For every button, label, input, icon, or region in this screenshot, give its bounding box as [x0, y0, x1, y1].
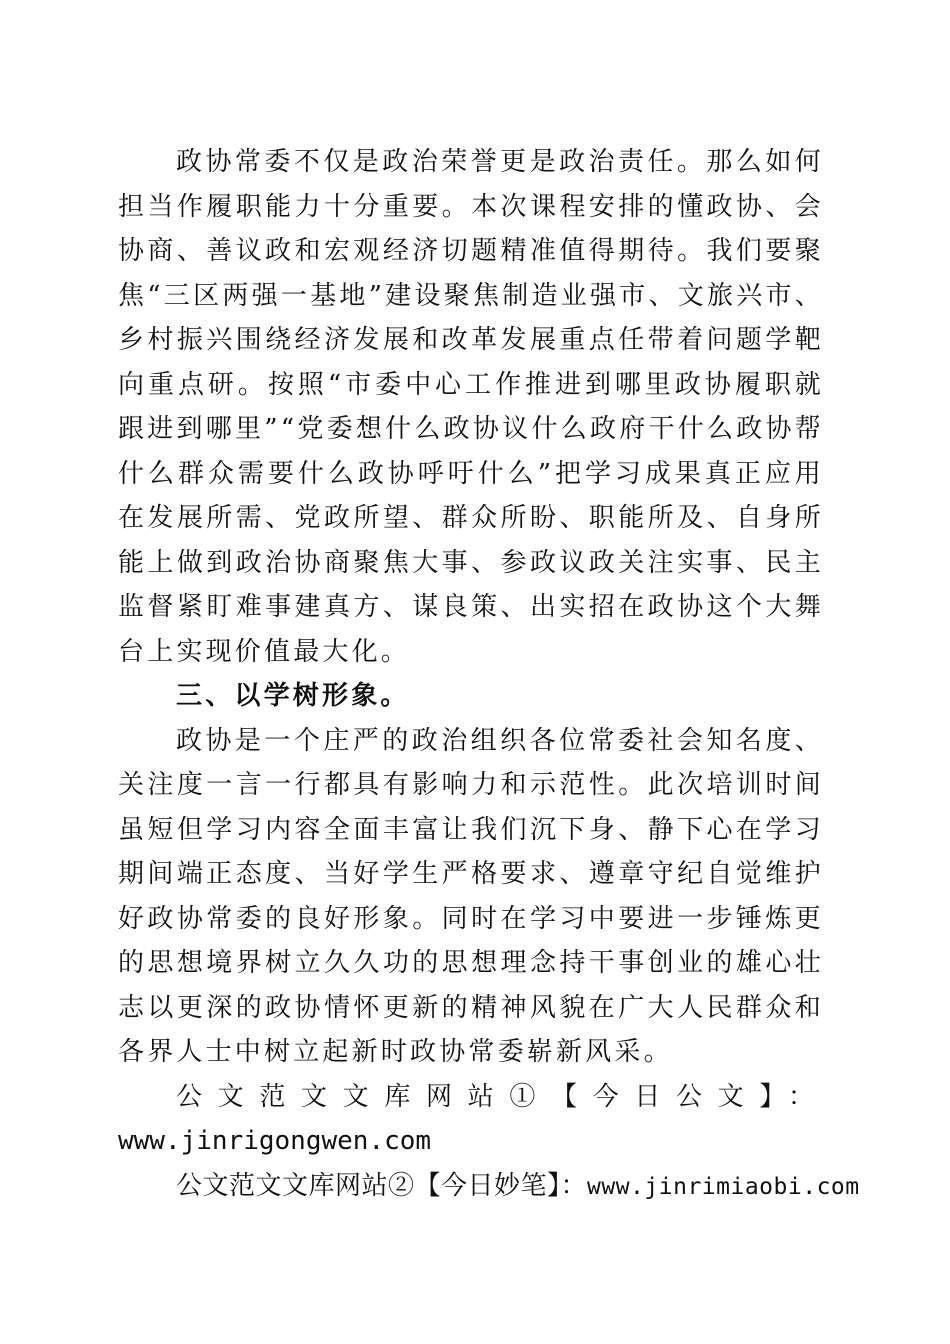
document-page [118, 140, 860, 1209]
footer-site-1-label: 公文范文文库网站①【今日公文】： [176, 1081, 824, 1112]
body-paragraph-2: 政协是一个庄严的政治组织各位常委社会知名度、关注度一言一行都具有影响力和示范性。此次培训时间虽短但学习内容全面丰富让我们沉下身、静下心在学习期间端正态度、当好学生严格要求、遵章守纪自觉维护好政协常委的良好形象。同时在学习中要进一步锤炼更的思想境界树立久久功的思想理念持干事创业的雄心壮志以更深的政协情怀更新的精神风貌在广大人民群众和各界人士中树立起新时政协常委崭新风采。 [118, 725, 824, 1067]
footer-site-2 [118, 1164, 860, 1210]
section-heading-3: 三、以学树形象。 [176, 681, 410, 711]
footer-site-2-label: 公文范文文库网站②【今日妙笔】： [176, 1170, 588, 1201]
body-paragraph-1: 政协常委不仅是政治荣誉更是政治责任。那么如何担当作履职能力十分重要。本次课程安排的懂政协、会协商、善议政和宏观经济切题精准值得期待。我们要聚焦“三区两强一基地”建设聚焦制造业强市、文旅兴市、乡村振兴围绕经济发展和改革发展重点任带着问题学靶向重点研。按照“市委中心工作推进到哪里政协履职就跟进到哪里”“党委想什么政协议什么政府干什么政协帮什么群众需要什么政协呼吁什么”把学习成果真正应用在发展所需、党政所望、群众所盼、职能所及、自身所能上做到政治协商聚焦大事、参政议政关注实事、民主监督紧盯难事建真方、谋良策、出实招在政协这个大舞台上实现价值最大化。 [118, 147, 824, 667]
footer-site-1-url[interactable]: www.jinrigongwen.com [118, 1126, 432, 1156]
footer-site-2-url[interactable]: www.jinrimiaobi.com [587, 1173, 860, 1200]
